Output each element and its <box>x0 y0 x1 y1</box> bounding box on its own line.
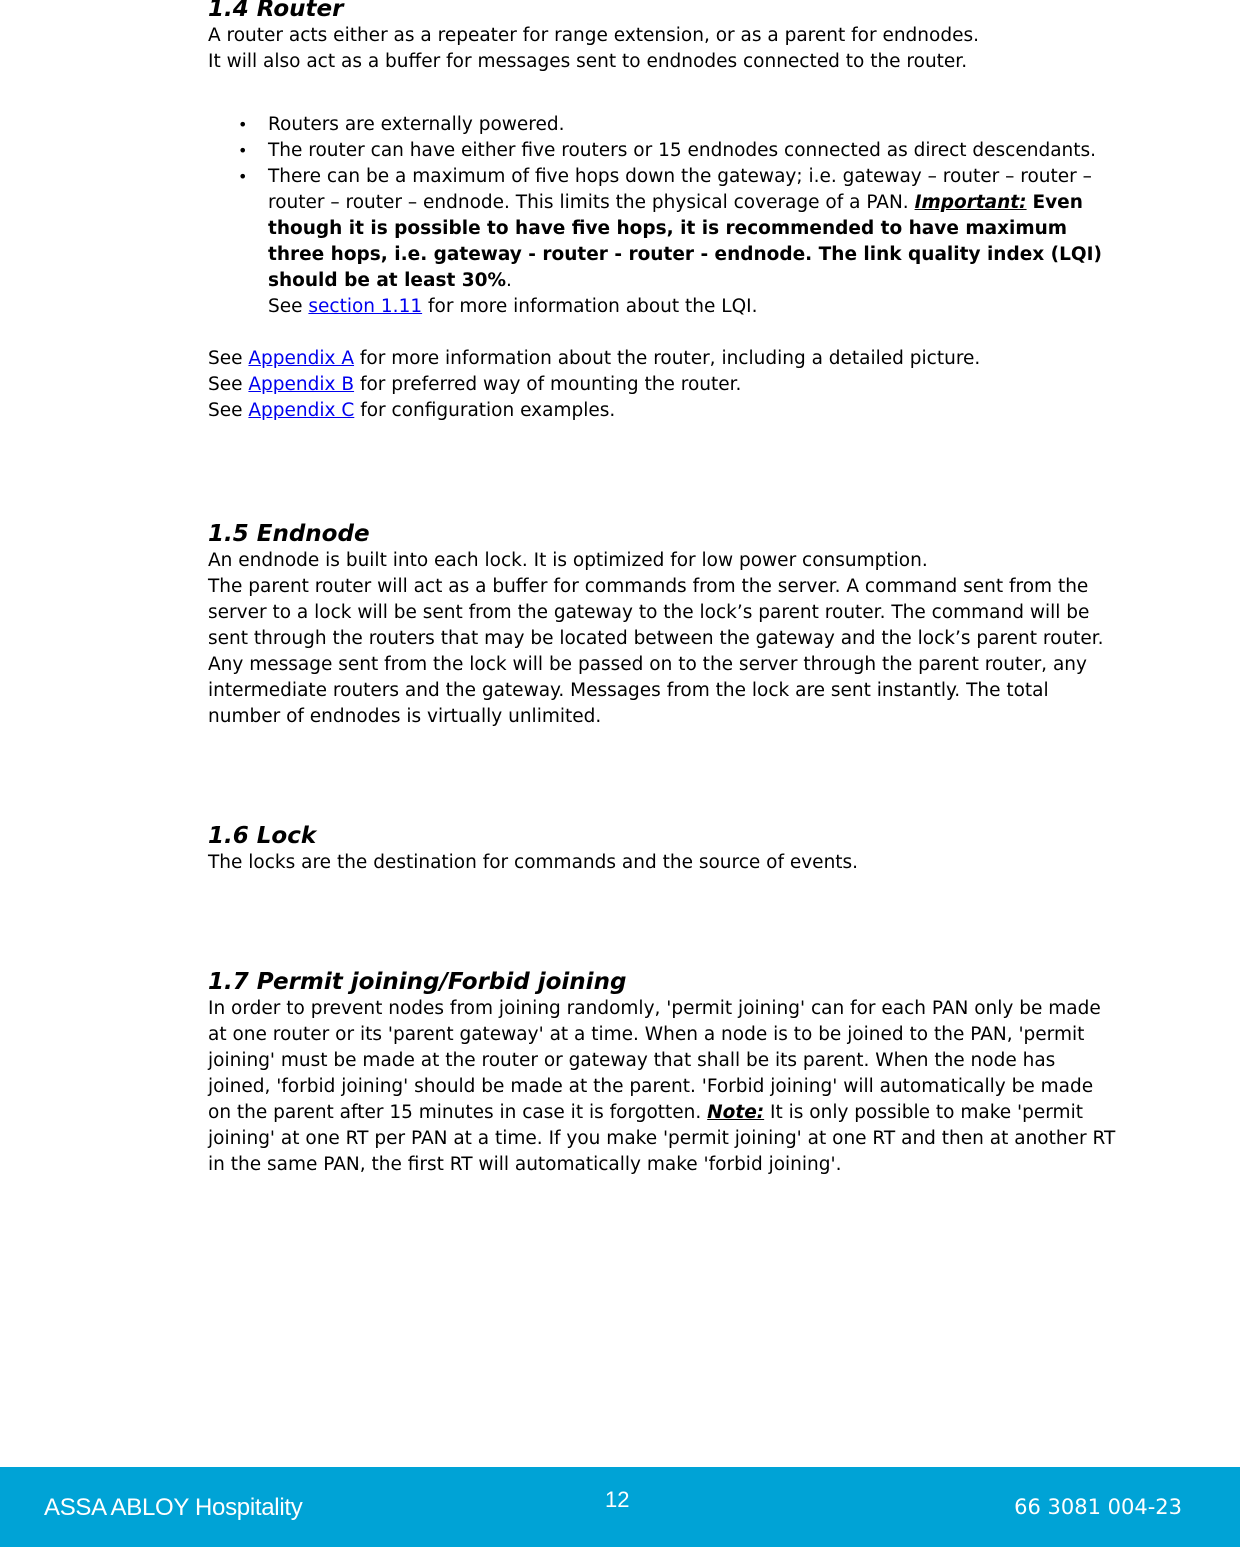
section-heading-lock: 1.6 Lock <box>208 823 317 849</box>
router-bullet-3-text: There can be a maximum of five hops down the gateway; i.e. gateway – router – router – router – router – endnode. This limits the physical coverage of a PAN. <box>268 166 1092 213</box>
section-heading-endnode: 1.5 Endnode <box>208 521 370 547</box>
appendix-c-link[interactable]: Appendix C <box>248 400 355 421</box>
important-statement: Even though it is possible to have five hops, it is recommended to have maximum three hops, i.e. gateway - router - router - endnode. The link quality index (LQI) should be at least 30% <box>268 192 1102 291</box>
document-body <box>208 0 1118 1178</box>
router-bullet-1 <box>268 112 1118 138</box>
appendix-a-line <box>208 346 1118 372</box>
router-intro-line-2: It will also act as a buffer for messages sent to endnodes connected to the router. <box>208 51 968 72</box>
see-label: See <box>208 400 243 421</box>
router-bullet-3 <box>268 164 1118 320</box>
router-bullet-2 <box>268 138 1118 164</box>
section-heading-router: 1.4 Router <box>208 0 344 22</box>
section-heading-permit-joining: 1.7 Permit joining/Forbid joining <box>208 969 627 995</box>
appendix-b-text: for preferred way of mounting the router. <box>359 374 742 395</box>
appendix-b-line <box>208 372 1118 398</box>
permit-joining-text-1: In order to prevent nodes from joining randomly, 'permit joining' can for each PAN only be made at one router or its 'parent gateway' at a time. When a node is to be joined to the PAN, 'permit joining' must be made at the router or gateway that shall be its parent. When the node has joined, 'forbid joining' should be made at the parent. 'Forbid joining' will automatically be made on the parent after 15 minutes in case it is forgotten. <box>208 998 1101 1123</box>
permit-joining-text-2: It is only possible to make 'permit joining' at one RT per PAN at a time. If you make 'permit joining' at one RT and then at another RT in the same PAN, the first RT will automatically make 'forbid joining'. <box>208 1102 1116 1175</box>
permit-joining-paragraph <box>208 996 1118 1178</box>
router-bullet-list <box>208 112 1118 320</box>
note-label: Note: <box>707 1102 765 1123</box>
page-number: 12 <box>605 1487 630 1512</box>
lqi-info-text: for more information about the LQI. <box>428 296 758 317</box>
router-bullet-2-text: The router can have either five routers or 15 endnodes connected as direct descendants. <box>268 140 1097 161</box>
document-number: 66 3081 004-23 <box>1014 1495 1182 1519</box>
appendix-a-link[interactable]: Appendix A <box>248 348 355 369</box>
see-label: See <box>268 296 303 317</box>
section-1-11-link[interactable]: section 1.11 <box>308 296 423 317</box>
router-intro-line-1: A router acts either as a repeater for range extension, or as a parent for endnodes. <box>208 25 979 46</box>
see-label: See <box>208 374 243 395</box>
appendix-references <box>208 346 1118 424</box>
see-label: See <box>208 348 243 369</box>
endnode-line-1: An endnode is built into each lock. It is optimized for low power consumption. <box>208 550 928 571</box>
appendix-b-link[interactable]: Appendix B <box>248 374 355 395</box>
appendix-a-text: for more information about the router, including a detailed picture. <box>359 348 981 369</box>
brand-logo-text: ASSA ABLOY Hospitality <box>44 1494 303 1521</box>
important-period: . <box>506 270 512 291</box>
page-footer <box>0 1467 1240 1547</box>
router-bullet-1-text: Routers are externally powered. <box>268 114 565 135</box>
appendix-c-line <box>208 398 1118 424</box>
lock-text: The locks are the destination for commands and the source of events. <box>208 852 859 873</box>
appendix-c-text: for configuration examples. <box>360 400 616 421</box>
endnode-paragraph: The parent router will act as a buffer for commands from the server. A command sent from the server to a lock will be sent from the gateway to the lock’s parent router. The command will be sent through the routers that may be located between the gateway and the lock’s parent router. Any message sent from the lock will be passed on to the server through the parent router, any intermediate routers and the gateway. Messages from the lock are sent instantly. The total number of endnodes is virtually unlimited. <box>208 576 1104 727</box>
important-label: Important: <box>914 192 1027 213</box>
